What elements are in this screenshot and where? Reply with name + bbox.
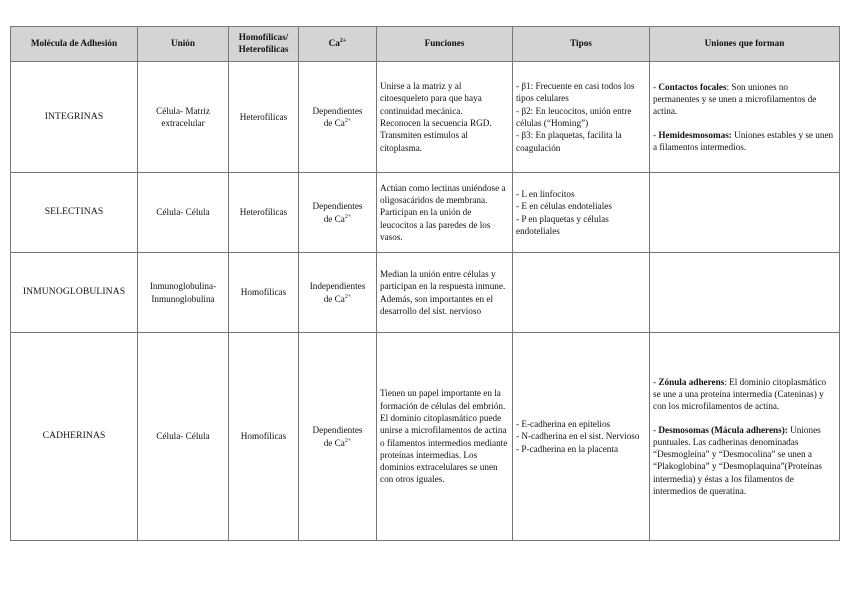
calcium-prefix: de Ca — [323, 293, 345, 304]
types-item: - N-cadherina en el sist. Nervioso — [516, 431, 640, 442]
union-cell — [138, 333, 229, 541]
functions-cell — [377, 173, 513, 253]
junctions-cell-empty — [650, 253, 840, 333]
junction-item: - Hemidesmosomas: Uniones estables y se unen a filamentos intermedios. — [653, 129, 834, 152]
types-cell — [513, 62, 650, 173]
union-line: Inmunoglobulina- — [149, 281, 217, 292]
adhesion-molecules-table — [10, 26, 840, 541]
types-item: - β1: Frecuente en casi todos los tipos celulares — [516, 81, 635, 104]
junction-desc: : El dominio citoplasmático se une a una proteína intermedia (Cateninas) y con los microfilamentos de actina. — [653, 376, 827, 412]
union-line: Célula- Célula — [156, 431, 210, 442]
types-cell — [513, 173, 650, 253]
calcium-line: Independientes — [309, 281, 366, 292]
header-molecule: Molécula de Adhesión — [11, 27, 138, 62]
table-row — [11, 173, 840, 253]
junction-item: - Zónula adherens: El dominio citoplasmático se une a una proteína intermedia (Cateninas) y con los microfilamentos de actina. — [653, 376, 827, 412]
calcium-sup: 2+ — [344, 117, 352, 124]
junction-name: Hemidesmosomas: — [658, 129, 732, 140]
header-types: Tipos — [513, 27, 650, 62]
types-item: - L en linfocitos — [516, 188, 575, 199]
header-calcium — [299, 27, 377, 62]
functions-text: Median la unión entre células y participan en la respuesta inmune. Además, son importantes en el desarrollo del sist. nervioso — [380, 268, 506, 316]
junction-desc: : Son uniones no permanentes y se unen a microfilamentos de actina. — [653, 81, 817, 117]
calcium-line: Dependientes — [312, 425, 363, 436]
functions-text: El dominio citoplasmático puede unirse a microfilamentos de actina o filamentos intermedios mediante proteínas intermedias. Los dominios extracelulares se unen con otros iguales. — [380, 412, 508, 485]
types-cell — [513, 333, 650, 541]
union-line: Célula- Célula — [156, 207, 210, 218]
junction-desc: Uniones estables y se unen a filamentos intermedios. — [653, 129, 834, 152]
junction-name: Zónula adherens — [658, 376, 725, 387]
molecule-name: INMUNOGLOBULINAS — [11, 253, 138, 333]
junction-item: - Contactos focales: Son uniones no permanentes y se unen a microfilamentos de actina. — [653, 81, 817, 117]
table-row — [11, 253, 840, 333]
union-line: Inmunoglobulina — [151, 293, 215, 304]
table-row — [11, 333, 840, 541]
header-junctions: Uniones que forman — [650, 27, 840, 62]
calcium-cell — [299, 62, 377, 173]
union-line: extracelular — [161, 118, 205, 128]
types-item: - P-cadherina en la placenta — [516, 443, 619, 454]
functions-text: Reconocen la secuencia RGD. — [380, 118, 492, 128]
calcium-line: Dependientes — [312, 105, 363, 116]
header-union: Unión — [138, 27, 229, 62]
table-row — [11, 62, 840, 173]
molecule-name: CADHERINAS — [11, 333, 138, 541]
functions-text: Actúan como lectinas uniéndose a oligosacáridos de membrana. Participan en la unión de leucocitos a las paredes de los vasos. — [380, 182, 506, 242]
types-item: - E-cadherina en epitelios — [516, 419, 611, 429]
junction-item: - Desmosomas (Mácula adherens): Uniones puntuales. Las cadherinas denominadas “Desmogleína” y “Desmocolina” se unen a “Plakoglobina” y “Desmoplaquina”(Proteínas intermedia) y éstas a los filamentos de intermedios de queratina. — [653, 424, 822, 497]
molecule-name: INTEGRINAS — [11, 62, 138, 173]
header-homo-hetero-line2: Heterofílicas — [238, 44, 289, 54]
types-cell-empty — [513, 253, 650, 333]
homo-hetero-cell: Heterofílicas — [229, 62, 299, 173]
homo-hetero-cell: Heterofílicas — [229, 173, 299, 253]
functions-text: Tienen un papel importante en la formación de células del embrión. — [380, 388, 506, 411]
junction-name: Desmosomas (Mácula adherens): — [658, 424, 788, 435]
calcium-prefix: de Ca — [323, 213, 345, 224]
header-calcium-sup: 2+ — [339, 37, 347, 44]
union-cell — [138, 173, 229, 253]
molecule-name: SELECTINAS — [11, 173, 138, 253]
calcium-prefix: de Ca — [323, 118, 345, 128]
homo-hetero-cell: Homofílicas — [229, 253, 299, 333]
types-item: - P en plaquetas y células endoteliales — [516, 213, 609, 236]
calcium-cell — [299, 253, 377, 333]
junctions-cell — [650, 333, 840, 541]
union-cell — [138, 253, 229, 333]
junctions-cell-empty — [650, 173, 840, 253]
header-homo-hetero — [229, 27, 299, 62]
header-calcium-base: Ca — [328, 38, 340, 49]
homo-hetero-cell: Homofílicas — [229, 333, 299, 541]
calcium-sup: 2+ — [344, 293, 352, 300]
header-functions: Funciones — [377, 27, 513, 62]
junctions-cell — [650, 62, 840, 173]
union-cell — [138, 62, 229, 173]
calcium-prefix: de Ca — [323, 437, 345, 448]
types-item: - β2: En leucocitos, unión entre células (“Homing”) — [516, 105, 632, 128]
functions-cell — [377, 253, 513, 333]
calcium-cell — [299, 333, 377, 541]
types-item: - E en células endoteliales — [516, 201, 612, 212]
types-item: - β3: En plaquetas, facilita la coagulación — [516, 130, 622, 153]
calcium-sup: 2+ — [344, 213, 352, 220]
calcium-sup: 2+ — [344, 437, 352, 444]
functions-text: Transmiten estímulos al citoplasma. — [380, 130, 468, 153]
header-row — [11, 27, 840, 62]
junction-desc: Uniones puntuales. Las cadherinas denominadas “Desmogleína” y “Desmocolina” se unen a “Plakoglobina” y “Desmoplaquina”(Proteínas intermedia) y éstas a los filamentos de intermedios de queratina. — [653, 424, 822, 497]
union-line: Célula- Matriz — [156, 105, 210, 116]
header-homo-hetero-line1: Homofílicas/ — [238, 32, 289, 43]
functions-cell — [377, 333, 513, 541]
calcium-line: Dependientes — [312, 201, 363, 212]
junction-name: Contactos focales — [658, 81, 727, 92]
calcium-cell — [299, 173, 377, 253]
functions-cell — [377, 62, 513, 173]
functions-text: Unirse a la matriz y al citoesqueleto para que haya continuidad mecánica. — [380, 81, 482, 116]
